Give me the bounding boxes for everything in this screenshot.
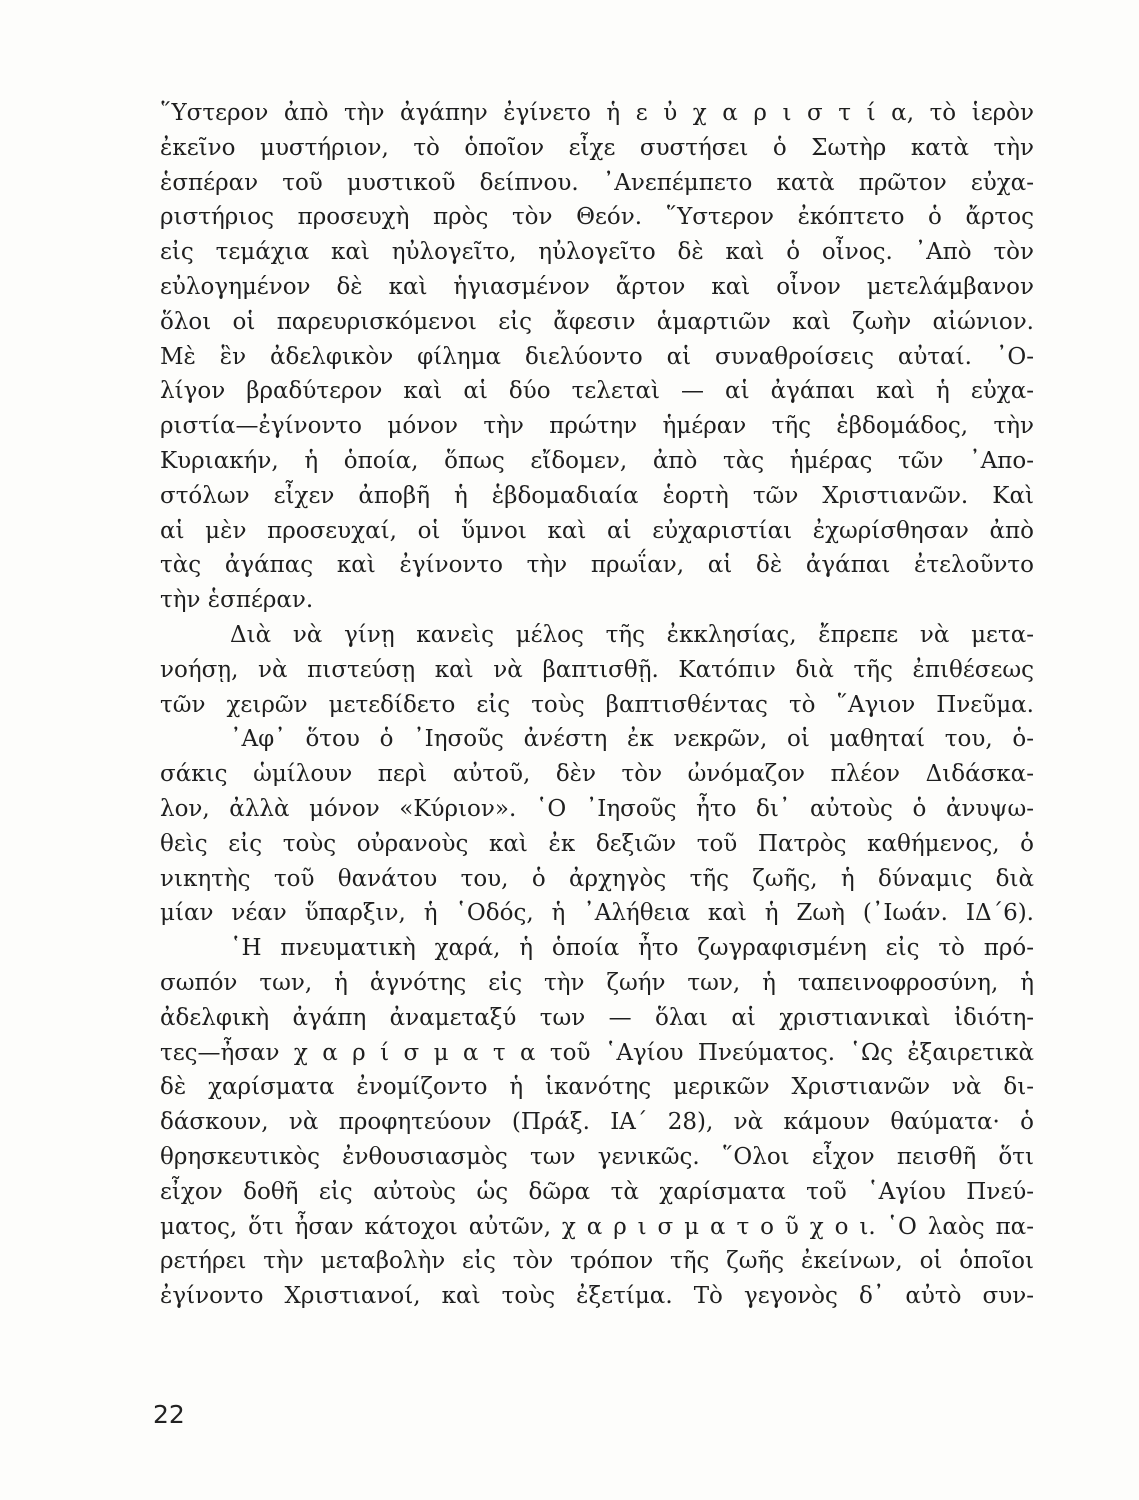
text-line: ἐκεῖνο μυστήριον, τὸ ὁποῖον εἶχε συστήσει ὁ Σωτὴρ κατὰ τὴν (160, 134, 1034, 161)
text-line: εἰς τεμάχια καὶ ηὐλογεῖτο, ηὐλογεῖτο δὲ καὶ ὁ οἶνος. ᾿Απὸ τὸν (160, 239, 1034, 266)
text-line: σάκις ὡμίλουν περὶ αὐτοῦ, δὲν τὸν ὠνόμαζον πλέον Διδάσκα- (160, 761, 1034, 788)
text-line: τες—ἦσαν χ α ρ ί σ μ α τ α τοῦ ῾Αγίου Πνεύματος. ῾Ως ἐξαιρετικὰ (160, 1039, 1034, 1066)
text-line: ἑσπέραν τοῦ μυστικοῦ δείπνου. ᾿Ανεπέμπετο κατὰ πρῶτον εὐχα- (160, 169, 1034, 196)
text-line: ἐγίνοντο Χριστιανοί, καὶ τοὺς ἐξετίμα. Τὸ γεγονὸς δ᾿ αὐτὸ συν- (160, 1283, 1034, 1310)
body-text (160, 96, 1034, 1314)
text-line: ᾿Αφ᾿ ὅτου ὁ ᾿Ιησοῦς ἀνέστη ἐκ νεκρῶν, οἱ μαθηταί του, ὁ- (230, 726, 1034, 753)
text-line: θεὶς εἰς τοὺς οὐρανοὺς καὶ ἐκ δεξιῶν τοῦ Πατρὸς καθήμενος, ὁ (160, 830, 1034, 857)
text-line: Κυριακήν, ἡ ὁποία, ὅπως εἴδομεν, ἀπὸ τὰς ἡμέρας τῶν ᾿Απο- (160, 447, 1034, 474)
text-line: εἶχον δοθῆ εἰς αὐτοὺς ὡς δῶρα τὰ χαρίσματα τοῦ ῾Αγίου Πνεύ- (160, 1178, 1034, 1205)
text-line: τὴν ἑσπέραν. (160, 587, 314, 614)
text-line: αἱ μὲν προσευχαί, οἱ ὕμνοι καὶ αἱ εὐχαριστίαι ἐχωρίσθησαν ἀπὸ (160, 517, 1034, 544)
text-line: λον, ἀλλὰ μόνον «Κύριον». ῾Ο ᾿Ιησοῦς ἦτο δι᾿ αὐτοὺς ὁ ἀνυψω- (160, 795, 1034, 822)
text-line: Μὲ ἓν ἀδελφικὸν φίλημα διελύοντο αἱ συναθροίσεις αὐταί. ᾿Ο- (160, 343, 1034, 370)
text-line: στόλων εἶχεν ἀποβῆ ἡ ἑβδομαδιαία ἑορτὴ τῶν Χριστιανῶν. Καὶ (160, 482, 1034, 509)
text-line: θρησκευτικὸς ἐνθουσιασμὸς των γενικῶς. ῞Ολοι εἶχον πεισθῆ ὅτι (160, 1143, 1034, 1170)
text-line: ῾Η πνευματικὴ χαρά, ἡ ὁποία ἦτο ζωγραφισμένη εἰς τὸ πρό- (230, 935, 1034, 962)
text-line: ρετήρει τὴν μεταβολὴν εἰς τὸν τρόπον τῆς ζωῆς ἐκείνων, οἱ ὁποῖοι (160, 1248, 1034, 1275)
text-line: σωπόν των, ἡ ἁγνότης εἰς τὴν ζωήν των, ἡ ταπεινοφροσύνη, ἡ (160, 969, 1034, 996)
text-line: ριστήριος προσευχὴ πρὸς τὸν Θεόν. ῞Υστερον ἐκόπτετο ὁ ἄρτος (160, 204, 1034, 231)
text-line: εὐλογημένον δὲ καὶ ἡγιασμένον ἄρτον καὶ οἶνον μετελάμβανον (160, 273, 1034, 300)
text-line: νοήσῃ, νὰ πιστεύσῃ καὶ νὰ βαπτισθῇ. Κατόπιν διὰ τῆς ἐπιθέσεως (160, 656, 1034, 683)
text-line: ριστία—ἐγίνοντο μόνον τὴν πρώτην ἡμέραν τῆς ἑβδομάδος, τὴν (160, 413, 1034, 440)
text-line: δάσκουν, νὰ προφητεύουν (Πράξ. ΙΑ΄ 28), νὰ κάμουν θαύματα· ὁ (160, 1109, 1034, 1136)
text-line: λίγον βραδύτερον καὶ αἱ δύο τελεταὶ — αἱ ἀγάπαι καὶ ἡ εὐχα- (160, 378, 1034, 405)
text-line: ματος, ὅτι ἦσαν κάτοχοι αὐτῶν, χ α ρ ι σ μ α τ ο ῦ χ ο ι. ῾Ο λαὸς πα- (160, 1213, 1034, 1240)
text-line: ὅλοι οἱ παρευρισκόμενοι εἰς ἄφεσιν ἁμαρτιῶν καὶ ζωὴν αἰώνιον. (160, 308, 1034, 335)
page-number: 22 (153, 1400, 185, 1429)
text-line: ῞Υστερον ἀπὸ τὴν ἀγάπην ἐγίνετο ἡ ε ὐ χ α ρ ι σ τ ί α, τὸ ἱερὸν (160, 100, 1034, 126)
text-line: τὰς ἀγάπας καὶ ἐγίνοντο τὴν πρωΐαν, αἱ δὲ ἀγάπαι ἐτελοῦντο (160, 552, 1034, 579)
text-line: νικητὴς τοῦ θανάτου του, ὁ ἀρχηγὸς τῆς ζωῆς, ἡ δύναμις διὰ (160, 865, 1034, 892)
text-line: τῶν χειρῶν μετεδίδετο εἰς τοὺς βαπτισθέντας τὸ ῞Αγιον Πνεῦμα. (160, 691, 1034, 718)
text-line: μίαν νέαν ὕπαρξιν, ἡ ῾Οδός, ἡ ᾿Αλήθεια καὶ ἡ Ζωὴ (᾿Ιωάν. ΙΔ΄6). (160, 900, 1034, 927)
text-line: δὲ χαρίσματα ἐνομίζοντο ἡ ἱκανότης μερικῶν Χριστιανῶν νὰ δι- (160, 1074, 1034, 1101)
text-line: ἀδελφικὴ ἀγάπη ἀναμεταξύ των — ὅλαι αἱ χριστιανικαὶ ἰδιότη- (160, 1004, 1034, 1031)
text-line: Διὰ νὰ γίνῃ κανεὶς μέλος τῆς ἐκκλησίας, ἔπρεπε νὰ μετα- (230, 621, 1034, 648)
